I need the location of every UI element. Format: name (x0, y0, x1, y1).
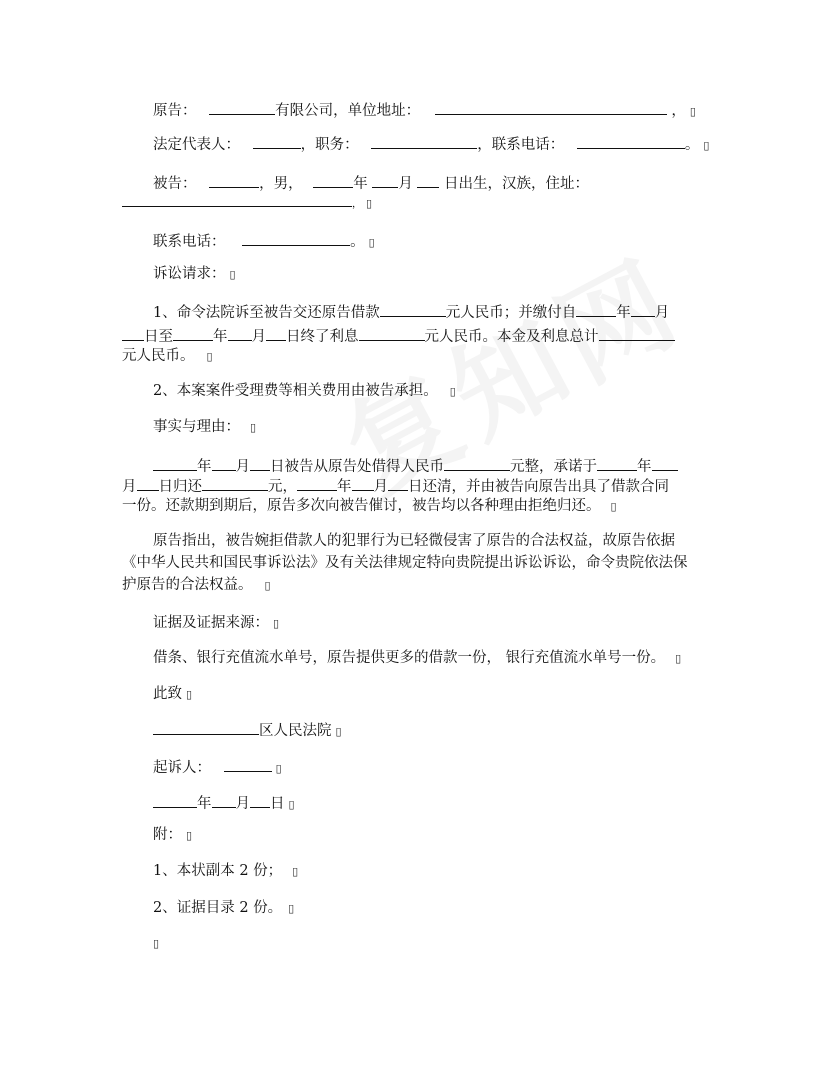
blank (435, 100, 667, 115)
evidence-heading: 证据及证据来源： ▯ (153, 615, 280, 631)
signature-line: 起诉人： ▯ (153, 757, 282, 779)
blank (122, 326, 144, 341)
blank (388, 476, 408, 491)
blank (352, 476, 374, 491)
facts-p2-line-3: 护原告的合法权益。 ▯ (122, 577, 271, 593)
blank (153, 720, 259, 735)
claim-1-line-2: 日至 年 月 日终了利息 元人民币。本金及利息总计 (122, 326, 675, 347)
blank (380, 302, 446, 317)
blank (372, 173, 398, 188)
attachment-1: 1、本状副本 2 份； ▯ (153, 863, 299, 879)
blank (253, 134, 301, 149)
attachment-2: 2、证据目录 2 份。 ▯ (153, 900, 295, 916)
blank (417, 173, 439, 188)
blank (444, 456, 510, 471)
facts-p2-line-2: 《中华人民共和国民事诉讼法》及有关法律规定特向贵院提出诉讼诉讼，命令贵院依法保 (122, 555, 688, 571)
claim-1-line-1: 1、命令法院诉至被告交还原告借款 元人民币；并缴付自 年 月 (153, 302, 669, 323)
blank (631, 302, 655, 317)
blank (153, 793, 197, 808)
blank (577, 134, 685, 149)
blank (153, 456, 197, 471)
claim-2: 2、本案案件受理费等相关费用由被告承担。 ▯ (153, 383, 456, 399)
evidence-text: 借条、银行充值流水单号，原告提供更多的借款一份， 银行充值流水单号一份。 ▯ (153, 650, 682, 666)
end-mark: ▯ (153, 937, 160, 950)
blank (202, 476, 268, 491)
claim-1-line-3: 元人民币。 ▯ (122, 348, 213, 364)
blank (599, 326, 675, 341)
facts-line-1: 年 月 日被告从原告处借得人民币 元整，承诺于 年 (153, 456, 678, 477)
blank (173, 326, 213, 341)
defendant-address-line: ， ▯ (122, 192, 372, 215)
salute: 此致 ▯ (153, 686, 193, 702)
blank (137, 476, 159, 491)
date-line: 年 月 日 ▯ (153, 793, 295, 815)
blank (242, 231, 350, 246)
blank (359, 326, 425, 341)
facts-line-2: 月 日归还 元， 年 月 日还清，并由被告向原告出具了借款合同 (122, 476, 669, 497)
attachments-heading: 附： ▯ (153, 827, 193, 843)
blank (297, 476, 337, 491)
blank (371, 134, 477, 149)
plaintiff-line: 原告： 有限公司，单位地址： ， ▯ (153, 100, 696, 122)
blank (209, 173, 259, 188)
blank (576, 302, 616, 317)
blank (250, 456, 270, 471)
blank (212, 456, 236, 471)
facts-heading: 事实与理由： ▯ (153, 419, 257, 435)
facts-line-3: 一份。还款期到期后，原告多次向被告催讨，被告均以各种理由拒绝归还。 ▯ (122, 498, 617, 514)
blank (597, 456, 637, 471)
blank (224, 757, 272, 772)
blank (313, 173, 353, 188)
defendant-line: 被告： ，男， 年 月 日出生，汉族，住址： (153, 173, 589, 194)
blank (122, 192, 352, 207)
blank (228, 326, 252, 341)
court-line: 区人民法院 ▯ (153, 720, 342, 742)
blank (266, 326, 286, 341)
claims-heading: 诉讼请求： ▯ (153, 266, 236, 282)
facts-p2-line-1: 原告指出，被告婉拒借款人的犯罪行为已轻微侵害了原告的合法权益，故原告依据 (153, 533, 675, 549)
blank (652, 456, 678, 471)
representative-line: 法定代表人： ，职务： ，联系电话： 。 ▯ (153, 134, 709, 156)
blank (209, 100, 275, 115)
blank (212, 793, 236, 808)
defendant-phone-line: 联系电话： 。 ▯ (153, 231, 375, 253)
blank (250, 793, 270, 808)
